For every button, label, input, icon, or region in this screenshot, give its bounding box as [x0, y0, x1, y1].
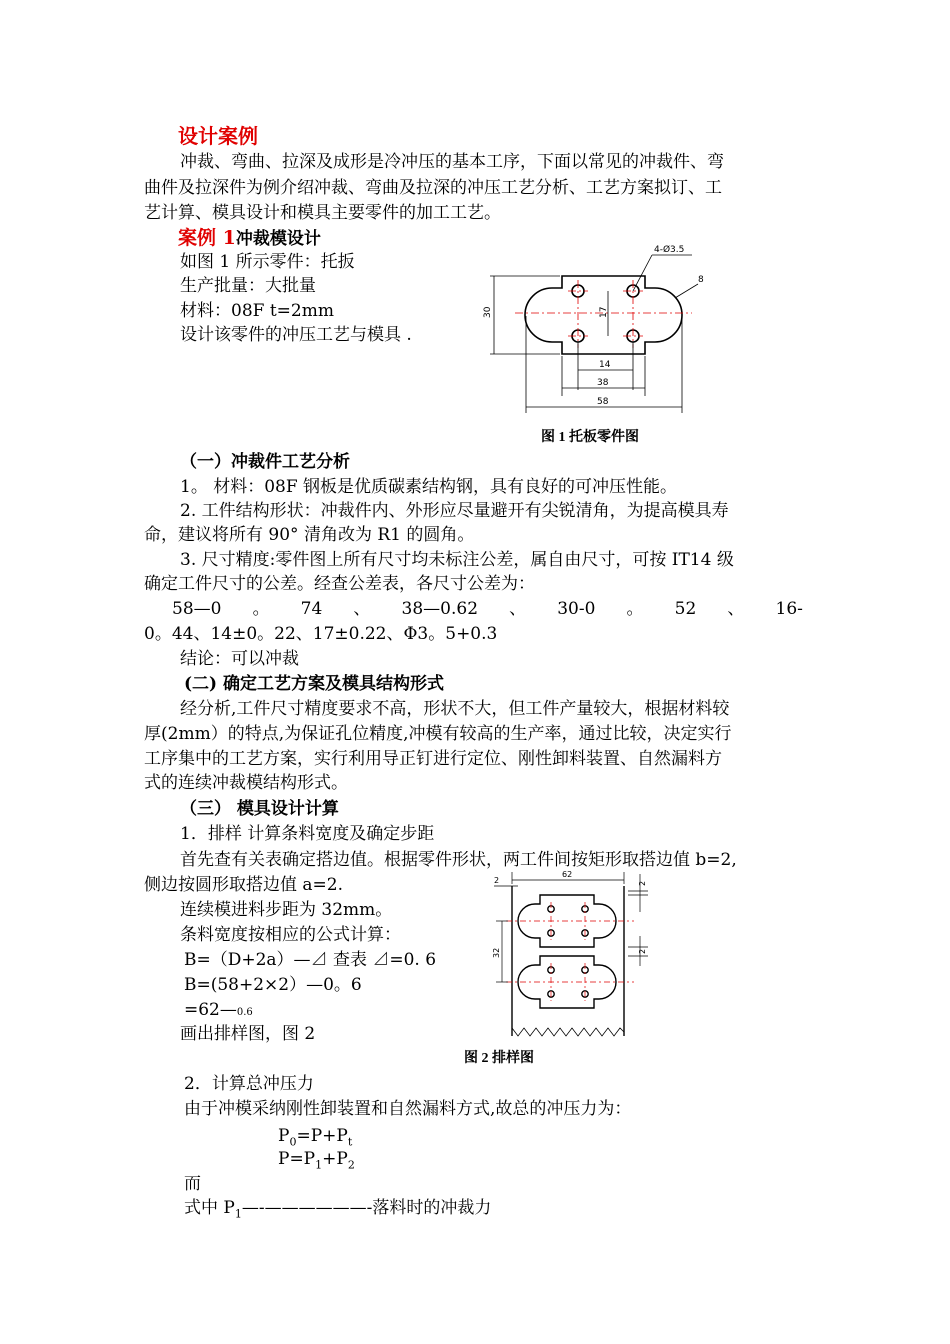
tolerance-line-1	[172, 597, 803, 621]
tol-sep: 、	[727, 599, 745, 619]
section-3-para-1: 首先查有关表确定搭边值。根据零件形状，两工件间按矩形取搭边值 b=2,	[180, 850, 737, 870]
case1-batch: 生产批量：大批量	[180, 276, 316, 296]
section-1-precision-2: 确定工件尺寸的公差。经查公差表，各尺寸公差为：	[144, 574, 535, 594]
eq1-b: =P+P	[296, 1126, 348, 1146]
intro-line-1: 冲裁、弯曲、拉深及成形是冷冲压的基本工序，下面以常见的冲裁件、弯	[180, 152, 724, 172]
where-p1-sub: 1	[234, 1207, 242, 1221]
width-result-text: =62—	[184, 1000, 237, 1020]
width-result-tolerance: 0.6	[236, 1007, 253, 1018]
width-calc: B=(58+2×2）—0。6	[184, 975, 362, 995]
section-2-line-1: 经分析,工件尺寸精度要求不高，形状不大，但工件产量较大，根据材料较	[180, 699, 730, 719]
figure-2-strip-layout	[488, 866, 653, 1038]
figure-1-caption: 图 1 托板零件图	[541, 430, 639, 445]
intro-line-3: 艺计算、模具设计和模具主要零件的加工工艺。	[144, 203, 501, 223]
section-2-line-2: 厚(2mm）的特点,为保证孔位精度,冲模有较高的生产率，通过比较，决定实行	[144, 724, 732, 744]
tol-item: 74	[300, 599, 323, 619]
eq2-a: P=P	[278, 1149, 316, 1169]
figure-1-part-drawing	[470, 238, 705, 418]
dim-radius: 8	[698, 275, 704, 285]
page-title: 设计案例	[178, 124, 258, 148]
section-3-heading: （三） 模具设计计算	[180, 799, 339, 819]
dim-hole-vertical: 17	[599, 306, 609, 318]
tol-sep: 、	[509, 599, 527, 619]
case1-prefix: 案例 1	[178, 227, 236, 249]
dim-hole-horizontal: 14	[599, 360, 611, 370]
equation-2	[278, 1147, 355, 1177]
eq2-b: +P	[322, 1149, 348, 1169]
case1-heading	[178, 226, 321, 251]
width-formula-intro: 条料宽度按相应的公式计算：	[180, 925, 401, 945]
intro-line-2: 曲件及拉深件为例介绍冲裁、弯曲及拉深的冲压工艺分析、工艺方案拟订、工	[144, 178, 722, 198]
case1-title: 冲裁模设计	[235, 229, 321, 249]
draw-layout: 画出排样图，图 2	[180, 1024, 316, 1044]
tol-sep: 。	[252, 599, 270, 619]
section-3-sub-1: 1．排样 计算条料宽度及确定步距	[180, 824, 435, 844]
section-1-heading: （一）冲裁件工艺分析	[180, 452, 350, 472]
section-2-line-4: 式的连续冲裁模结构形式。	[144, 773, 348, 793]
tol-sep: 。	[626, 599, 644, 619]
eq1-sub-a: 0	[289, 1135, 297, 1149]
step-distance: 连续模进料步距为 32mm。	[180, 900, 393, 920]
dim-total: 58	[597, 397, 609, 407]
figure-2-caption: 图 2 排样图	[464, 1051, 534, 1066]
eq1-a: P	[278, 1126, 290, 1146]
eq2-sub-b: 2	[347, 1158, 355, 1172]
eq1-sub-b: t	[347, 1135, 353, 1149]
width-formula: B=（D+2a）—⊿ 查表 ⊿=0. 6	[184, 950, 437, 970]
dim-part-gap: 2	[638, 948, 647, 954]
section-1-precision-1: 3. 尺寸精度:零件图上所有尺寸均未标注公差，属自由尺寸，可按 IT14 级	[180, 550, 734, 570]
case1-material: 材料：08F t=2mm	[180, 301, 334, 321]
width-result	[184, 998, 253, 1025]
dim-strip-width: 62	[562, 870, 573, 879]
where-p1-b: —-——————-落料时的冲裁力	[241, 1198, 492, 1218]
dim-edge: 2	[494, 876, 500, 885]
dim-height: 30	[483, 306, 493, 318]
section-3-sub-2: 2．计算总冲压力	[184, 1074, 314, 1094]
dim-top-margin: 2	[638, 880, 647, 886]
total-force-intro: 由于冲模采纳刚性卸装置和自然漏料方式,故总的冲压力为：	[184, 1099, 632, 1119]
tol-item: 58—0	[172, 599, 222, 619]
dim-mid: 38	[597, 378, 609, 388]
tol-item: 16-	[775, 599, 803, 619]
section-2-heading: (二) 确定工艺方案及模具结构形式	[184, 674, 445, 694]
tol-sep: 、	[353, 599, 371, 619]
section-1-material: 1。 材料：08F 钢板是优质碳素结构钢，具有良好的可冲压性能。	[180, 477, 678, 497]
eq2-sub-a: 1	[315, 1158, 323, 1172]
where-p1	[184, 1196, 491, 1226]
dim-holes: 4-Ø3.5	[654, 245, 685, 255]
section-1-conclusion: 结论：可以冲裁	[180, 649, 299, 669]
conjunction: 而	[184, 1174, 201, 1194]
section-2-line-3: 工序集中的工艺方案，实行利用导正钉进行定位、刚性卸料装置、自然漏料方	[144, 749, 722, 769]
dim-step: 32	[492, 947, 501, 958]
section-1-shape-1: 2. 工件结构形状：冲裁件内、外形应尽量避开有尖锐清角，为提高模具寿	[180, 501, 729, 521]
tol-item: 38—0.62	[401, 599, 479, 619]
tol-item: 30-0	[557, 599, 596, 619]
tolerance-line-2: 0。44、14±0。22、17±0.22、Φ3。5+0.3	[144, 624, 498, 644]
case1-part: 如图 1 所示零件：托扳	[180, 252, 355, 272]
where-p1-a: 式中 P	[184, 1198, 235, 1218]
tol-item: 52	[674, 599, 697, 619]
case1-task: 设计该零件的冲压工艺与模具 .	[180, 325, 412, 345]
section-3-para-2: 侧边按圆形取搭边值 a=2.	[144, 875, 344, 895]
section-1-shape-2: 命，建议将所有 90° 清角改为 R1 的圆角。	[144, 525, 475, 545]
